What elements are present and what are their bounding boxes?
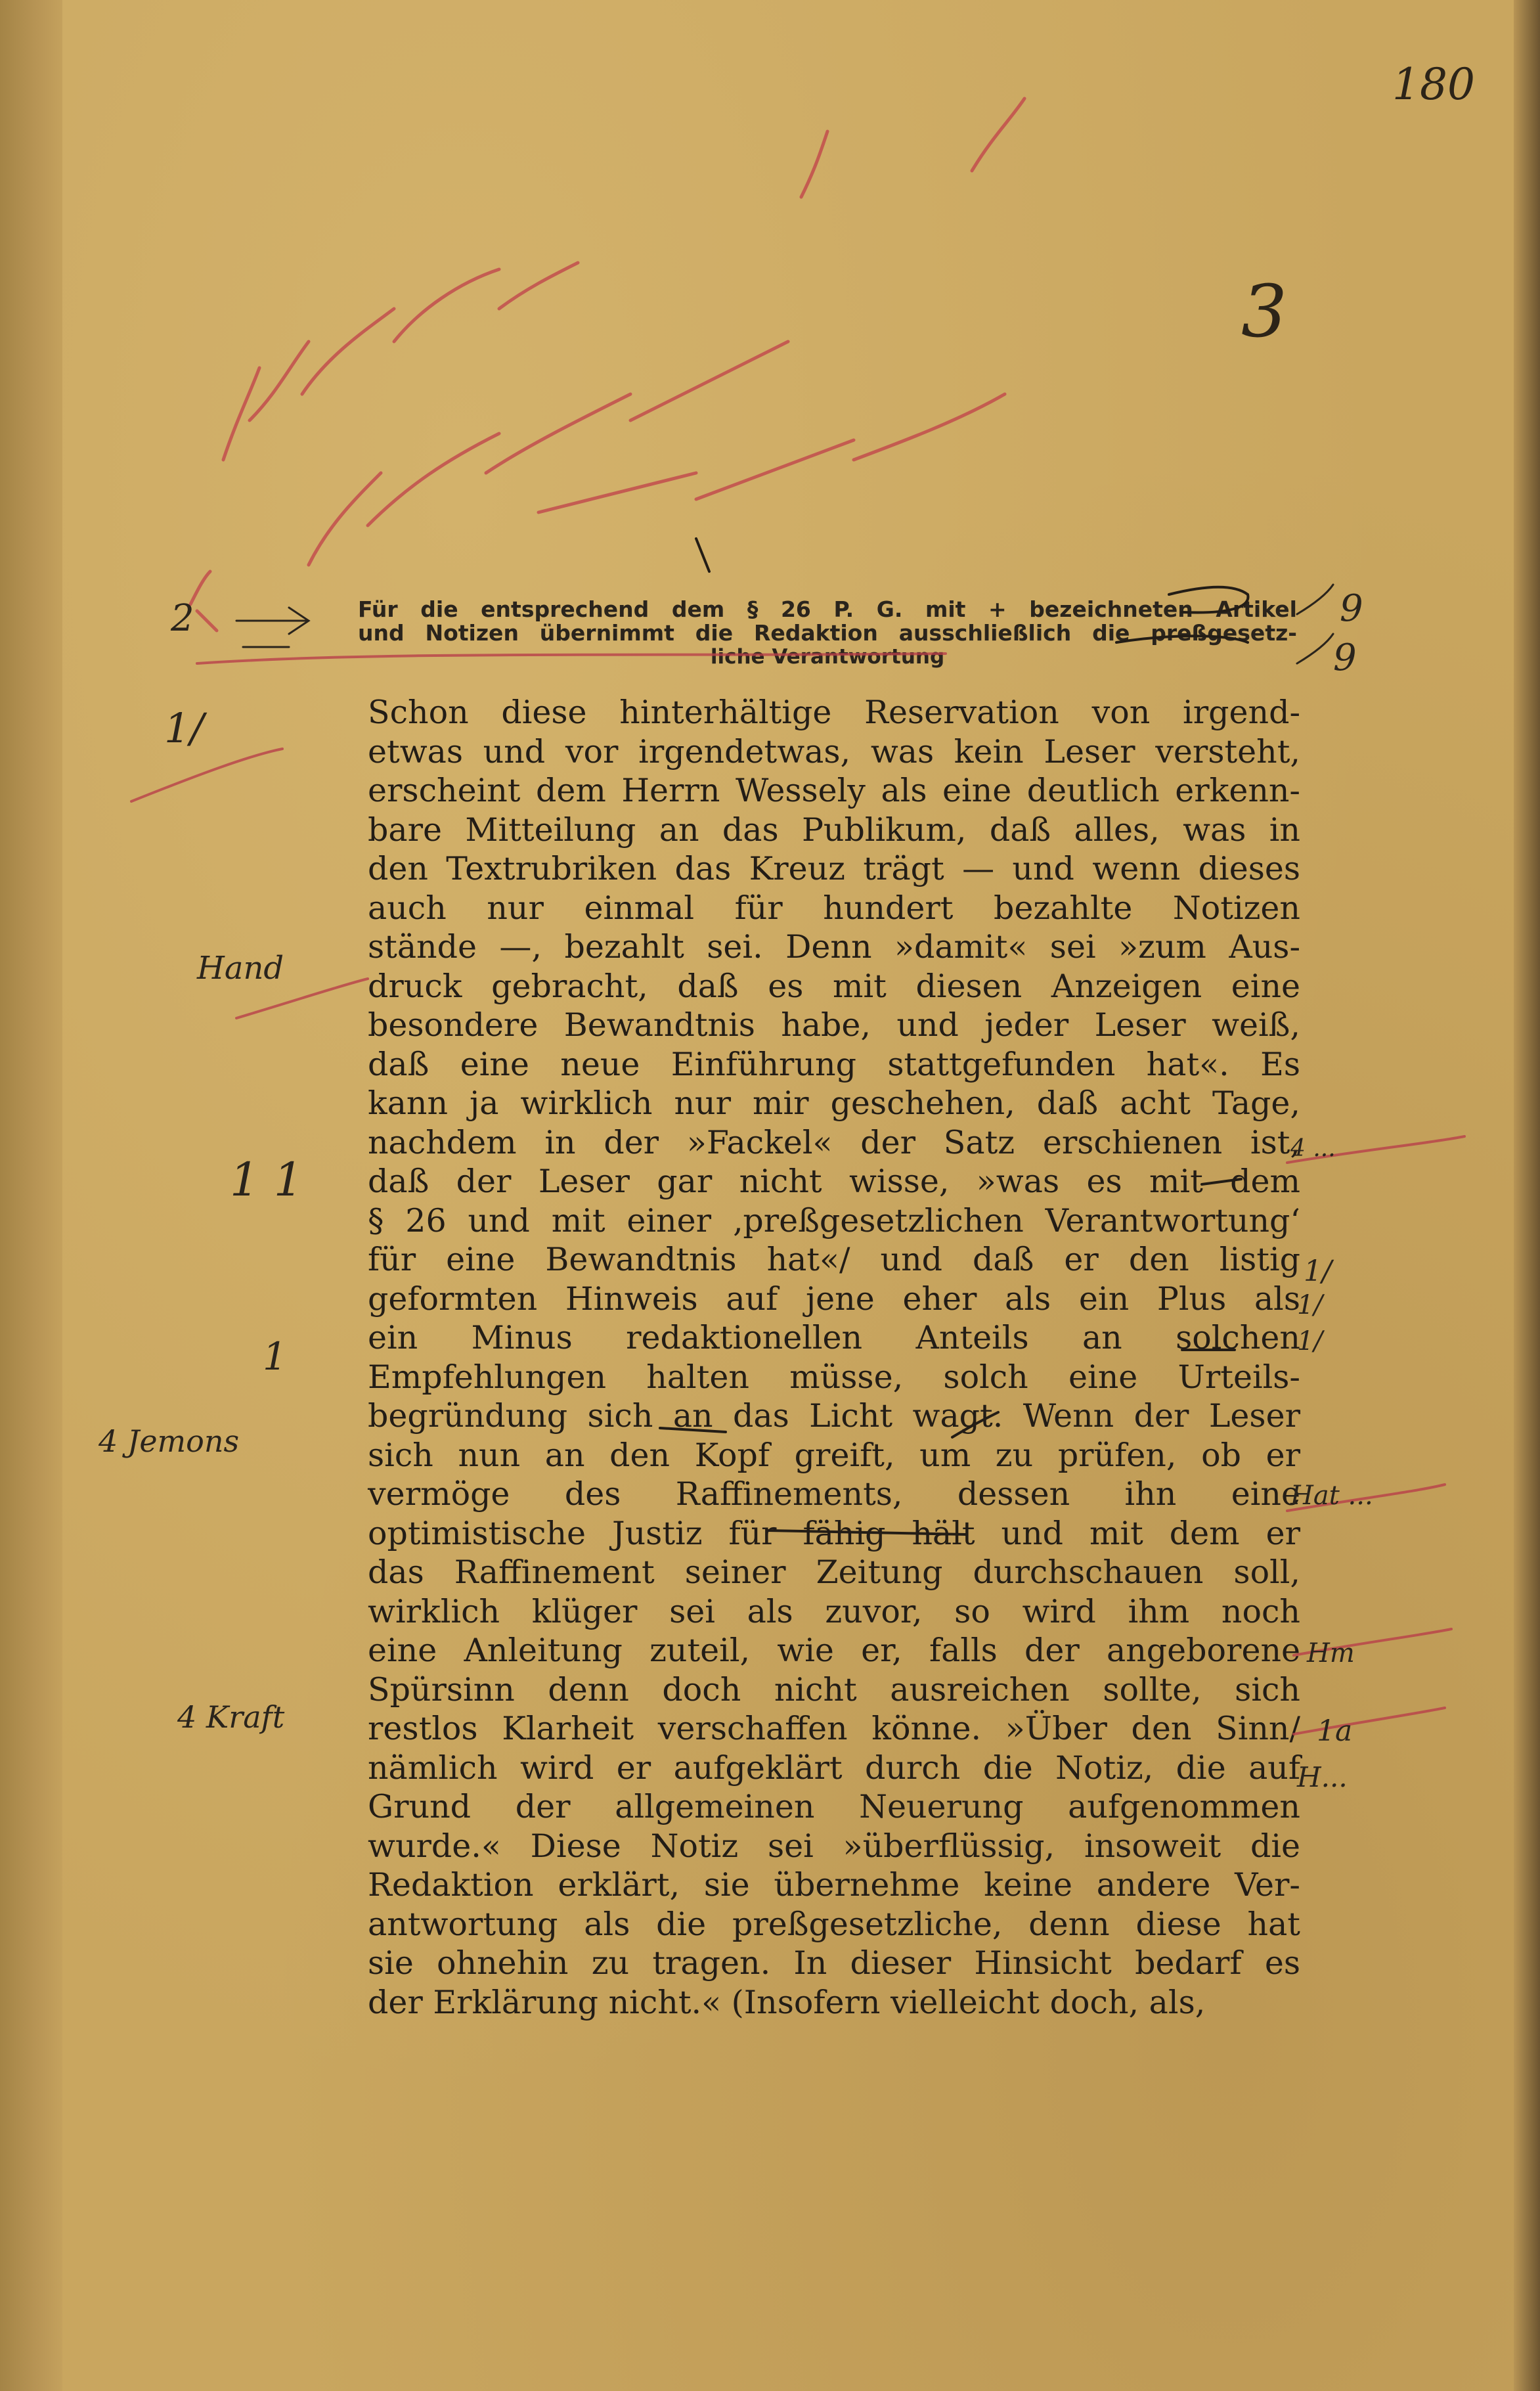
- body-text: [368, 693, 1300, 2022]
- body-line: daß eine neue Einführung stattgefunden hat«. Es: [368, 1045, 1300, 1083]
- margin-note: 9: [1333, 637, 1357, 679]
- body-line: begründung sich an das Licht wagt. Wenn der Leser: [368, 1397, 1300, 1435]
- margin-note: Hand: [197, 950, 284, 987]
- margin-note: 1/: [1304, 1255, 1332, 1288]
- margin-note: 1/: [1297, 1290, 1323, 1320]
- right-margin-notes: [1290, 587, 1373, 1793]
- page-number: 180: [1392, 59, 1475, 110]
- body-line: stände —, bezahlt sei. Denn »damit« sei »zum Aus-: [368, 928, 1300, 966]
- margin-note: 1a: [1317, 1714, 1353, 1748]
- body-line: wirklich klüger sei als zuvor, so wird ihm noch: [368, 1592, 1300, 1630]
- margin-note: 1/: [1297, 1326, 1323, 1356]
- body-line: geformten Hinweis auf jene eher als ein Plus als: [368, 1280, 1300, 1318]
- margin-note: Hm: [1307, 1638, 1355, 1668]
- red-pencil-scrawl: [190, 99, 1024, 631]
- body-line: § 26 und mit einer ‚preßgesetzlichen Verantwortung‘: [368, 1201, 1300, 1240]
- body-line: wurde.« Diese Notiz sei »überflüssig, insoweit die: [368, 1827, 1300, 1865]
- body-line: daß der Leser gar nicht wisse, »was es mit dem: [368, 1163, 1300, 1200]
- body-line: nämlich wird er aufgeklärt durch die Notiz, die auf: [368, 1749, 1300, 1787]
- body-line: sie ohnehin zu tragen. In dieser Hinsicht bedarf es: [368, 1944, 1300, 1982]
- body-line: Spürsinn denn doch nicht ausreichen sollte, sich: [368, 1670, 1300, 1709]
- page-binding: [0, 0, 62, 2391]
- margin-note: 1: [263, 1334, 287, 1379]
- body-line: sich nun an den Kopf greift, um zu prüfen, ob er: [368, 1436, 1300, 1474]
- body-line: Grund der allgemeinen Neuerung aufgenommen: [368, 1788, 1300, 1825]
- body-line: kann ja wirklich nur mir geschehen, daß acht Tage,: [368, 1084, 1300, 1122]
- section-mark: 3: [1241, 269, 1287, 353]
- sidenote-line: und Notizen übernimmt die Redaktion ausschließlich die preßgesetz-: [358, 620, 1297, 646]
- body-line: Redaktion erklärt, sie übernehme keine andere Ver-: [368, 1866, 1300, 1904]
- body-line: etwas und vor irgendetwas, was kein Leser versteht,: [368, 732, 1300, 771]
- body-line: den Textrubriken das Kreuz trägt — und wenn dieses: [368, 850, 1300, 887]
- body-line: ein Minus redaktionellen Anteils an solchen: [368, 1319, 1300, 1356]
- margin-note: 4 Kraft: [177, 1699, 285, 1735]
- body-line: bare Mitteilung an das Publikum, daß alles, was in: [368, 811, 1300, 849]
- margin-note: H...: [1297, 1761, 1348, 1793]
- body-line: auch nur einmal für hundert bezahlte Notizen: [368, 889, 1300, 927]
- body-line: erscheint dem Herrn Wessely als eine deutlich erkenn-: [368, 772, 1300, 809]
- margin-note: 4 ...: [1290, 1135, 1336, 1162]
- body-line: der Erklärung nicht.« (Insofern vielleicht doch, als,: [368, 1983, 1206, 2021]
- body-line: vermöge des Raffinements, dessen ihn eine: [368, 1475, 1300, 1513]
- left-margin-notes: [98, 597, 303, 1735]
- margin-note: 4 Jemons: [99, 1423, 240, 1459]
- body-line: Schon diese hinterhältige Reservation von irgend-: [368, 694, 1300, 731]
- body-line: nachdem in der »Fackel« der Satz erschienen ist,: [368, 1123, 1300, 1161]
- margin-note: 1/: [164, 704, 204, 752]
- body-line: eine Anleitung zuteil, wie er, falls der angeborene: [368, 1632, 1300, 1669]
- body-line: das Raffinement seiner Zeitung durchschauen soll,: [368, 1553, 1300, 1591]
- body-line: antwortung als die preßgesetzliche, denn diese hat: [368, 1905, 1300, 1943]
- margin-note: 2: [171, 597, 194, 640]
- margin-note: Hat ...: [1290, 1481, 1373, 1511]
- margin-note: 1 1: [230, 1153, 303, 1207]
- body-line: für eine Bewandtnis hat«/ und daß er den listig: [368, 1241, 1300, 1278]
- body-line: besondere Bewandtnis habe, und jeder Leser weiß,: [368, 1006, 1300, 1044]
- body-line: optimistische Justiz für fähig hält und mit dem er: [368, 1514, 1300, 1552]
- body-line: Empfehlungen halten müsse, solch eine Urteils-: [368, 1358, 1300, 1396]
- page-edge: [1514, 0, 1540, 2391]
- body-line: restlos Klarheit verschaffen könne. »Über den Sinn/: [368, 1710, 1300, 1747]
- sidenote: [358, 598, 1297, 669]
- sidenote-line: liche Verantwortung: [710, 645, 945, 669]
- margin-note: 9: [1340, 587, 1363, 630]
- body-line: druck gebracht, daß es mit diesen Anzeigen eine: [368, 967, 1300, 1005]
- sidenote-line: Für die entsprechend dem § 26 P. G. mit + bezeichneten Artikel: [358, 596, 1297, 622]
